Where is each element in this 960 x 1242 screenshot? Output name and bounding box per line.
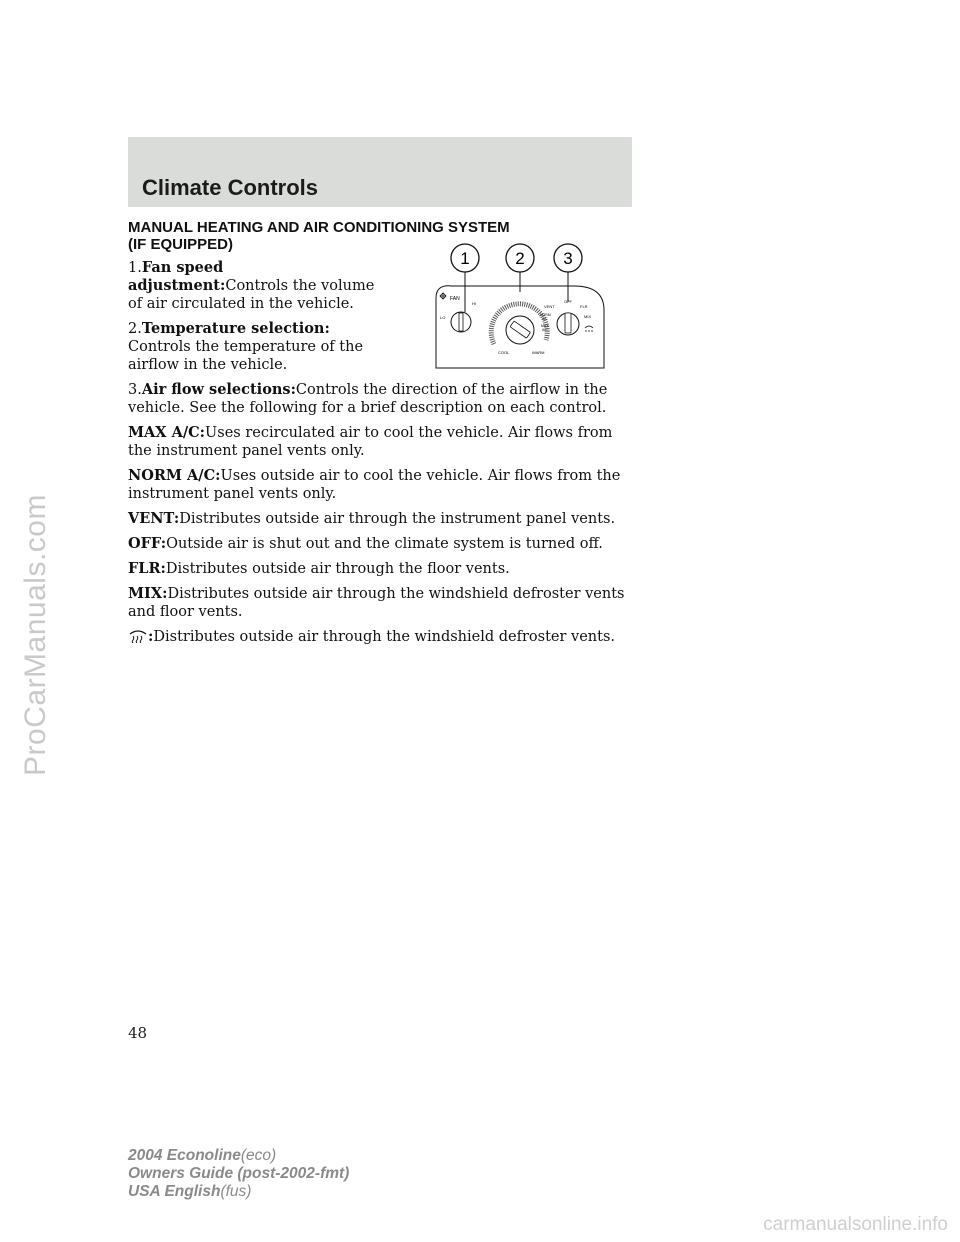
mode-text: Uses recirculated air to cool the vehicle. Air flows from the instrument panel vents only.: [128, 425, 613, 459]
mode-mix: [128, 585, 628, 621]
fan-label: FAN: [450, 296, 460, 302]
mode-text: Distributes outside air through the windshield defroster vents.: [153, 629, 616, 645]
item-air-flow: [128, 381, 628, 417]
item-temperature: [128, 320, 380, 374]
mode-text: Outside air is shut out and the climate system is turned off.: [166, 536, 603, 552]
section-title: [128, 219, 628, 253]
norm-ac-label-1: NORM: [540, 313, 551, 317]
mode-defrost: [128, 628, 628, 646]
footer-model: 2004 Econoline: [128, 1147, 241, 1164]
norm-ac-label-2: A/C: [542, 317, 548, 321]
mode-label: MIX:: [128, 585, 168, 602]
mode-label: VENT:: [128, 510, 180, 527]
mode-text: Distributes outside air through the floor vents.: [165, 561, 510, 577]
mode-label: :: [148, 628, 154, 645]
mode-norm-ac: [128, 467, 628, 503]
footer-line-3: [128, 1183, 349, 1201]
mode-label: OFF:: [128, 535, 167, 552]
mix-label: MIX: [584, 314, 592, 319]
page-number: 48: [128, 1024, 148, 1042]
defrost-icon: [128, 629, 148, 643]
document-footer: [128, 1147, 349, 1201]
cool-label: COOL: [498, 350, 510, 355]
item-label: Temperature selection:: [141, 320, 330, 337]
warm-label: WARM: [532, 350, 545, 355]
page-content: [128, 219, 628, 653]
mode-off: [128, 535, 628, 553]
side-watermark-text: ProCarManuals.com: [19, 494, 52, 776]
footer-language-code: (fus): [220, 1183, 252, 1200]
callout-1-label: 1: [460, 249, 470, 268]
item-text: Controls the temperature of the airflow in the vehicle.: [128, 339, 364, 373]
mode-flr: [128, 560, 628, 578]
callout-2-label: 2: [515, 249, 525, 268]
mode-vent: [128, 510, 628, 528]
mode-text: Distributes outside air through the instrument panel vents.: [179, 511, 616, 527]
fan-hi-label: HI: [472, 301, 476, 306]
callout-3-label: 3: [563, 249, 573, 268]
fan-lo-label: LO: [440, 315, 446, 320]
section-title-line-1: MANUAL HEATING AND AIR CONDITIONING SYSTEM: [128, 219, 510, 236]
item-number: 2.: [128, 321, 142, 337]
page-title: Climate Controls: [142, 175, 319, 200]
flr-label: FLR: [580, 304, 588, 309]
footer-line-1: [128, 1147, 349, 1165]
mode-max-ac: [128, 424, 628, 460]
bottom-watermark: carmanualsonline.info: [763, 1214, 948, 1235]
item-number: 1.: [128, 260, 142, 276]
item-label: Fan speed adjustment:: [128, 259, 226, 294]
mode-text: Distributes outside air through the windshield defroster vents and floor vents.: [128, 586, 625, 620]
item-text: Controls the direction of the airflow in the vehicle. See the following for a brief description on each control.: [128, 382, 608, 416]
footer-model-code: (eco): [240, 1147, 277, 1164]
mode-label: MAX A/C:: [128, 424, 206, 441]
mode-label: FLR:: [128, 560, 166, 577]
section-header: [128, 137, 632, 207]
item-text: Controls the volume of air circulated in the vehicle.: [128, 278, 375, 312]
item-fan-speed: [128, 259, 380, 313]
max-ac-label-2: A/C: [542, 328, 548, 332]
footer-line-2: Owners Guide (post-2002-fmt): [128, 1165, 350, 1182]
mode-text: Uses outside air to cool the vehicle. Air flows from the instrument panel vents only.: [128, 468, 621, 502]
side-watermark: [6, 470, 66, 800]
vent-label: VENT: [544, 304, 555, 309]
off-label: OFF: [564, 299, 572, 304]
item-number: 3.: [128, 382, 142, 398]
section-title-line-2: (IF EQUIPPED): [128, 236, 234, 253]
footer-language: USA English: [128, 1183, 221, 1200]
item-label: Air flow selections:: [141, 381, 296, 398]
mode-label: NORM A/C:: [128, 467, 221, 484]
max-ac-label-1: MAX: [541, 324, 549, 328]
